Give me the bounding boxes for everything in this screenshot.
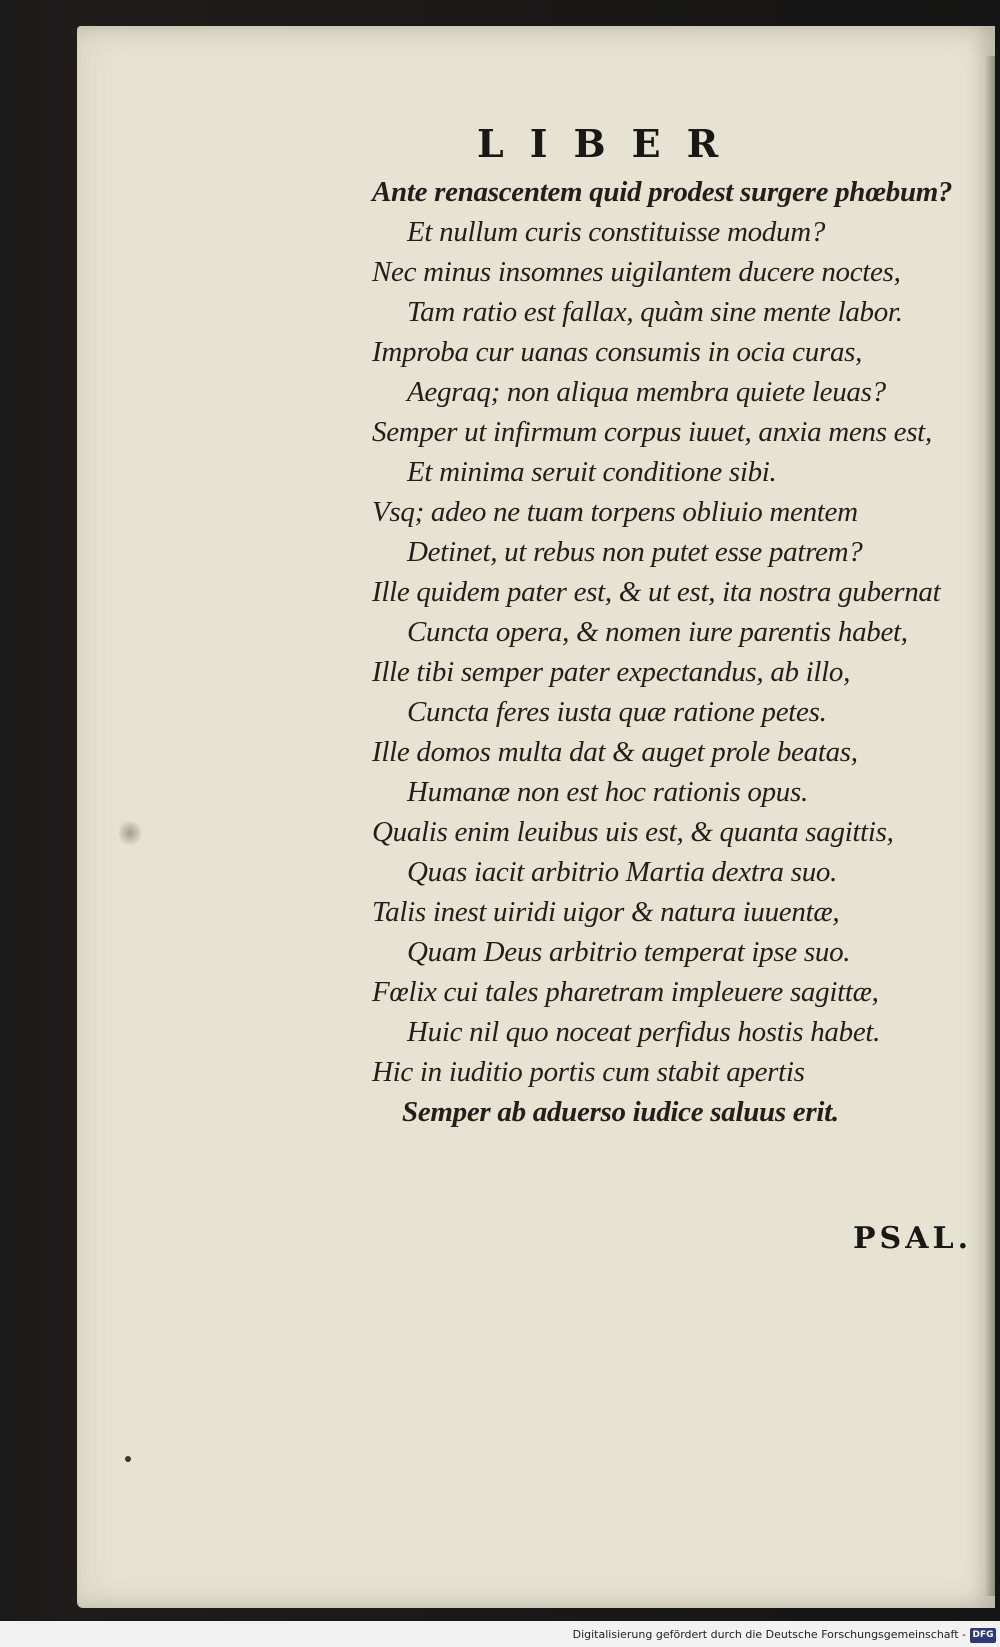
verse-line: Nec minus insomnes uigilantem ducere noctes, [372,256,901,288]
verse-line: Humanæ non est hoc rationis opus. [407,776,808,808]
verse-line: Huic nil quo noceat perfidus hostis habet. [407,1016,881,1048]
verse-line: Vsq; adeo ne tuam torpens obliuio mentem [372,496,858,528]
verse-line: Ille quidem pater est, & ut est, ita nostra gubernat [372,576,941,608]
verse-line: Ante renascentem quid prodest surgere phœbum? [372,176,953,208]
funding-credit: Digitalisierung gefördert durch die Deutsche Forschungsgemeinschaft - [572,1628,966,1641]
verse-line: Talis inest uiridi uigor & natura iuuentæ, [372,896,840,928]
verse-line: Ille domos multa dat & auget prole beatas, [372,736,858,768]
verse-line: Cuncta feres iusta quæ ratione petes. [407,696,827,728]
verse-line: Quam Deus arbitrio temperat ipse suo. [407,936,851,968]
verse-line: Semper ut infirmum corpus iuuet, anxia mens est, [372,416,932,448]
verse-line: Et minima seruit conditione sibi. [407,456,777,488]
verse-line: Tam ratio est fallax, quàm sine mente labor. [407,296,903,328]
verse-line: Aegraq; non aliqua membra quiete leuas? [407,376,886,408]
verse-line: Qualis enim leuibus uis est, & quanta sagittis, [372,816,894,848]
running-head: LIBER [477,121,745,166]
verse-line: Improba cur uanas consumis in ocia curas, [372,336,863,368]
catchword: PSAL. [853,1221,973,1256]
verse-line: Cuncta opera, & nomen iure parentis habet, [407,616,908,648]
verse-line: Quas iacit arbitrio Martia dextra suo. [407,856,838,888]
verse-line: Fœlix cui tales pharetram impleuere sagittæ, [372,976,879,1008]
verse-line: Detinet, ut rebus non putet esse patrem? [407,536,863,568]
verse-line: Ille tibi semper pater expectandus, ab illo, [372,656,851,688]
book-page [77,26,995,1608]
verse-line: Et nullum curis constituisse modum? [407,216,826,248]
footer-bar [0,1621,1000,1647]
verse-line: Semper ab aduerso iudice saluus erit. [402,1096,839,1128]
dfg-logo-icon: DFG [970,1628,996,1643]
verse-line: Hic in iuditio portis cum stabit apertis [372,1056,805,1088]
verse-block [77,26,995,1608]
